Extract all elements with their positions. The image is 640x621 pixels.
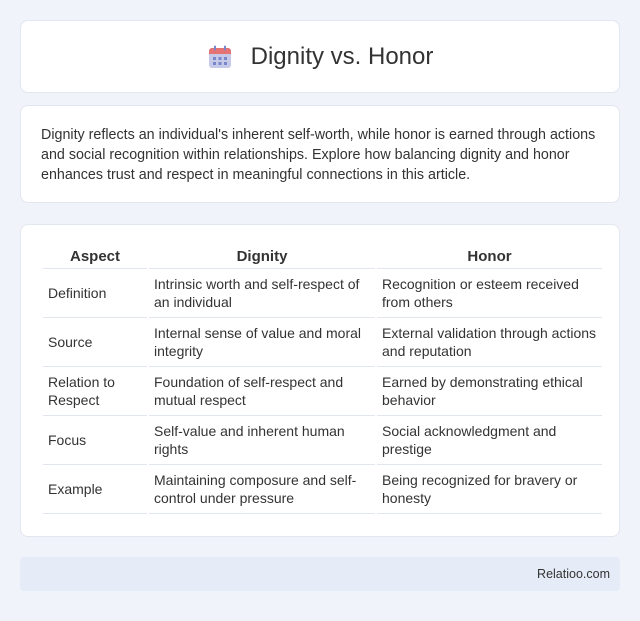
footer-source: Relatioo.com — [537, 567, 610, 581]
table-cell: Source — [43, 318, 147, 367]
table-row — [43, 416, 602, 465]
table-cell: Example — [43, 465, 147, 514]
table-cell: Social acknowledgment and prestige — [377, 416, 602, 465]
table-cell: Maintaining composure and self-control under pressure — [149, 465, 375, 514]
table-header-row — [43, 245, 602, 269]
header — [207, 43, 434, 71]
table-cell: Earned by demonstrating ethical behavior — [377, 367, 602, 416]
column-header: Honor — [377, 245, 602, 269]
table-cell: Foundation of self-respect and mutual respect — [149, 367, 375, 416]
calendar-icon — [207, 44, 233, 70]
column-header: Aspect — [43, 245, 147, 269]
table-row — [43, 269, 602, 318]
table-row — [43, 318, 602, 367]
page-title: Dignity vs. Honor — [250, 42, 434, 70]
table-cell: Being recognized for bravery or honesty — [377, 465, 602, 514]
intro-card — [20, 105, 620, 203]
table-cell: Focus — [43, 416, 147, 465]
intro-text: Dignity reflects an individual's inherent self-worth, while honor is earned through actions and social recognition within relationships. Explore how balancing dignity and honor enhances trust and respect in meaningful connections in this article. — [41, 127, 596, 183]
column-header: Dignity — [149, 245, 375, 269]
table-cell: Relation to Respect — [43, 367, 147, 416]
table-cell: Internal sense of value and moral integrity — [149, 318, 375, 367]
table-cell: Definition — [43, 269, 147, 318]
table-cell: Recognition or esteem received from others — [377, 269, 602, 318]
table-cell: Self-value and inherent human rights — [149, 416, 375, 465]
table-card — [20, 224, 620, 537]
table-row — [43, 367, 602, 416]
comparison-table — [41, 245, 604, 514]
footer — [20, 557, 620, 591]
table-cell: External validation through actions and reputation — [377, 318, 602, 367]
header-card — [20, 20, 620, 93]
table-cell: Intrinsic worth and self-respect of an individual — [149, 269, 375, 318]
table-row — [43, 465, 602, 514]
